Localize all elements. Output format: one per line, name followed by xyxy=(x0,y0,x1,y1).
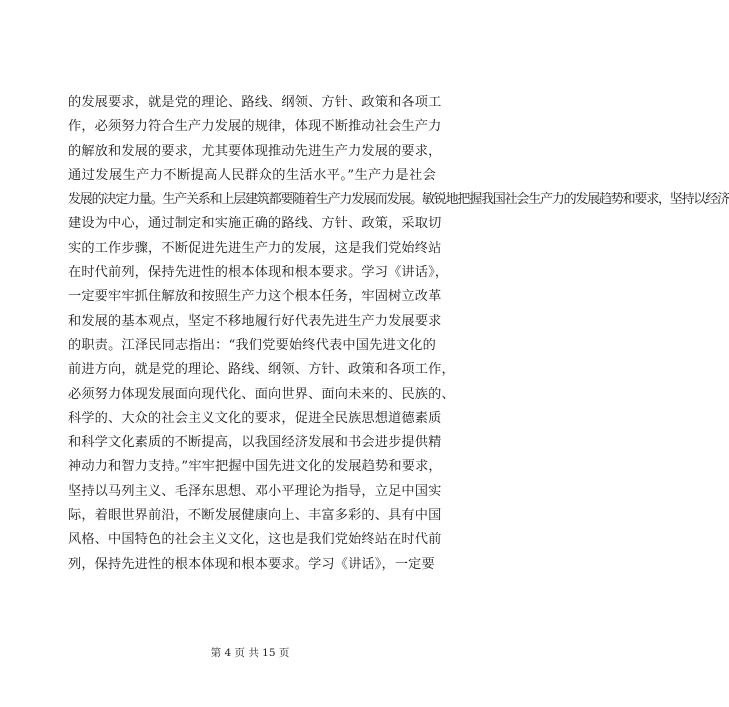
text-line: 的发展要求，就是党的理论、路线、纲领、方针、政策和各项工 xyxy=(68,95,442,110)
text-line: 一定要牢牢抓住解放和按照生产力这个根本任务，牢固树立改革 xyxy=(68,289,442,305)
text-line: 际，着眼世界前沿，不断发展健康向上、丰富多彩的、具有中国 xyxy=(68,508,442,524)
text-line: 作，必须努力符合生产力发展的规律，体现不断推动社会生产力 xyxy=(68,119,442,135)
text-line: 和科学文化素质的不断提高，以我国经济发展和书会进步提供精 xyxy=(68,435,442,451)
text-line: 科学的、大众的社会主义文化的要求，促进全民族思想道德素质 xyxy=(68,410,442,426)
text-line: 实的工作步骤，不断促进先进生产力的发展，这是我们党始终站 xyxy=(68,240,442,256)
text-line: 通过发展生产力不断提高人民群众的生活水平。”生产力是社会 xyxy=(68,167,436,183)
text-line: 风格、中国特色的社会主义文化，这也是我们党始终站在时代前 xyxy=(68,532,442,548)
text-line: 在时代前列，保持先进性的根本体现和根本要求。学习《讲话》， xyxy=(68,265,449,281)
text-line: 前进方向，就是党的理论、路线、纲领、方针、政策和各项工作， xyxy=(68,362,455,378)
text-line: 的职责。江泽民同志指出：“我们党要始终代表中国先进文化的 xyxy=(68,337,436,353)
text-line: 必须努力体现发展面向现代化、面向世界、面向未来的、民族的、 xyxy=(68,386,455,402)
text-line: 建设为中心，通过制定和实施正确的路线、方针、政策，采取切 xyxy=(68,216,442,232)
text-line: 的解放和发展的要求，尤其要体现推动先进生产力发展的要求， xyxy=(68,143,442,159)
text-line: 坚持以马列主义、毛泽东思想、邓小平理论为指导，立足中国实 xyxy=(68,483,442,499)
text-line: 和发展的基本观点，坚定不移地履行好代表先进生产力发展要求 xyxy=(68,313,442,329)
text-line: 发展的决定力量。生产关系和上层建筑都要随着生产力发展而发展。敏锐地把握我国社会生产力的发展趋势和要求，坚持以经济 xyxy=(68,192,729,208)
text-line: 列，保持先进性的根本体现和根本要求。学习《讲话》，一定要 xyxy=(68,556,435,572)
body-text xyxy=(68,91,729,577)
text-line: 神动力和智力支持。”牢牢把握中国先进文化的发展趋势和要求， xyxy=(68,459,442,475)
page-number-footer: 第 4 页 共 15 页 xyxy=(210,647,290,659)
